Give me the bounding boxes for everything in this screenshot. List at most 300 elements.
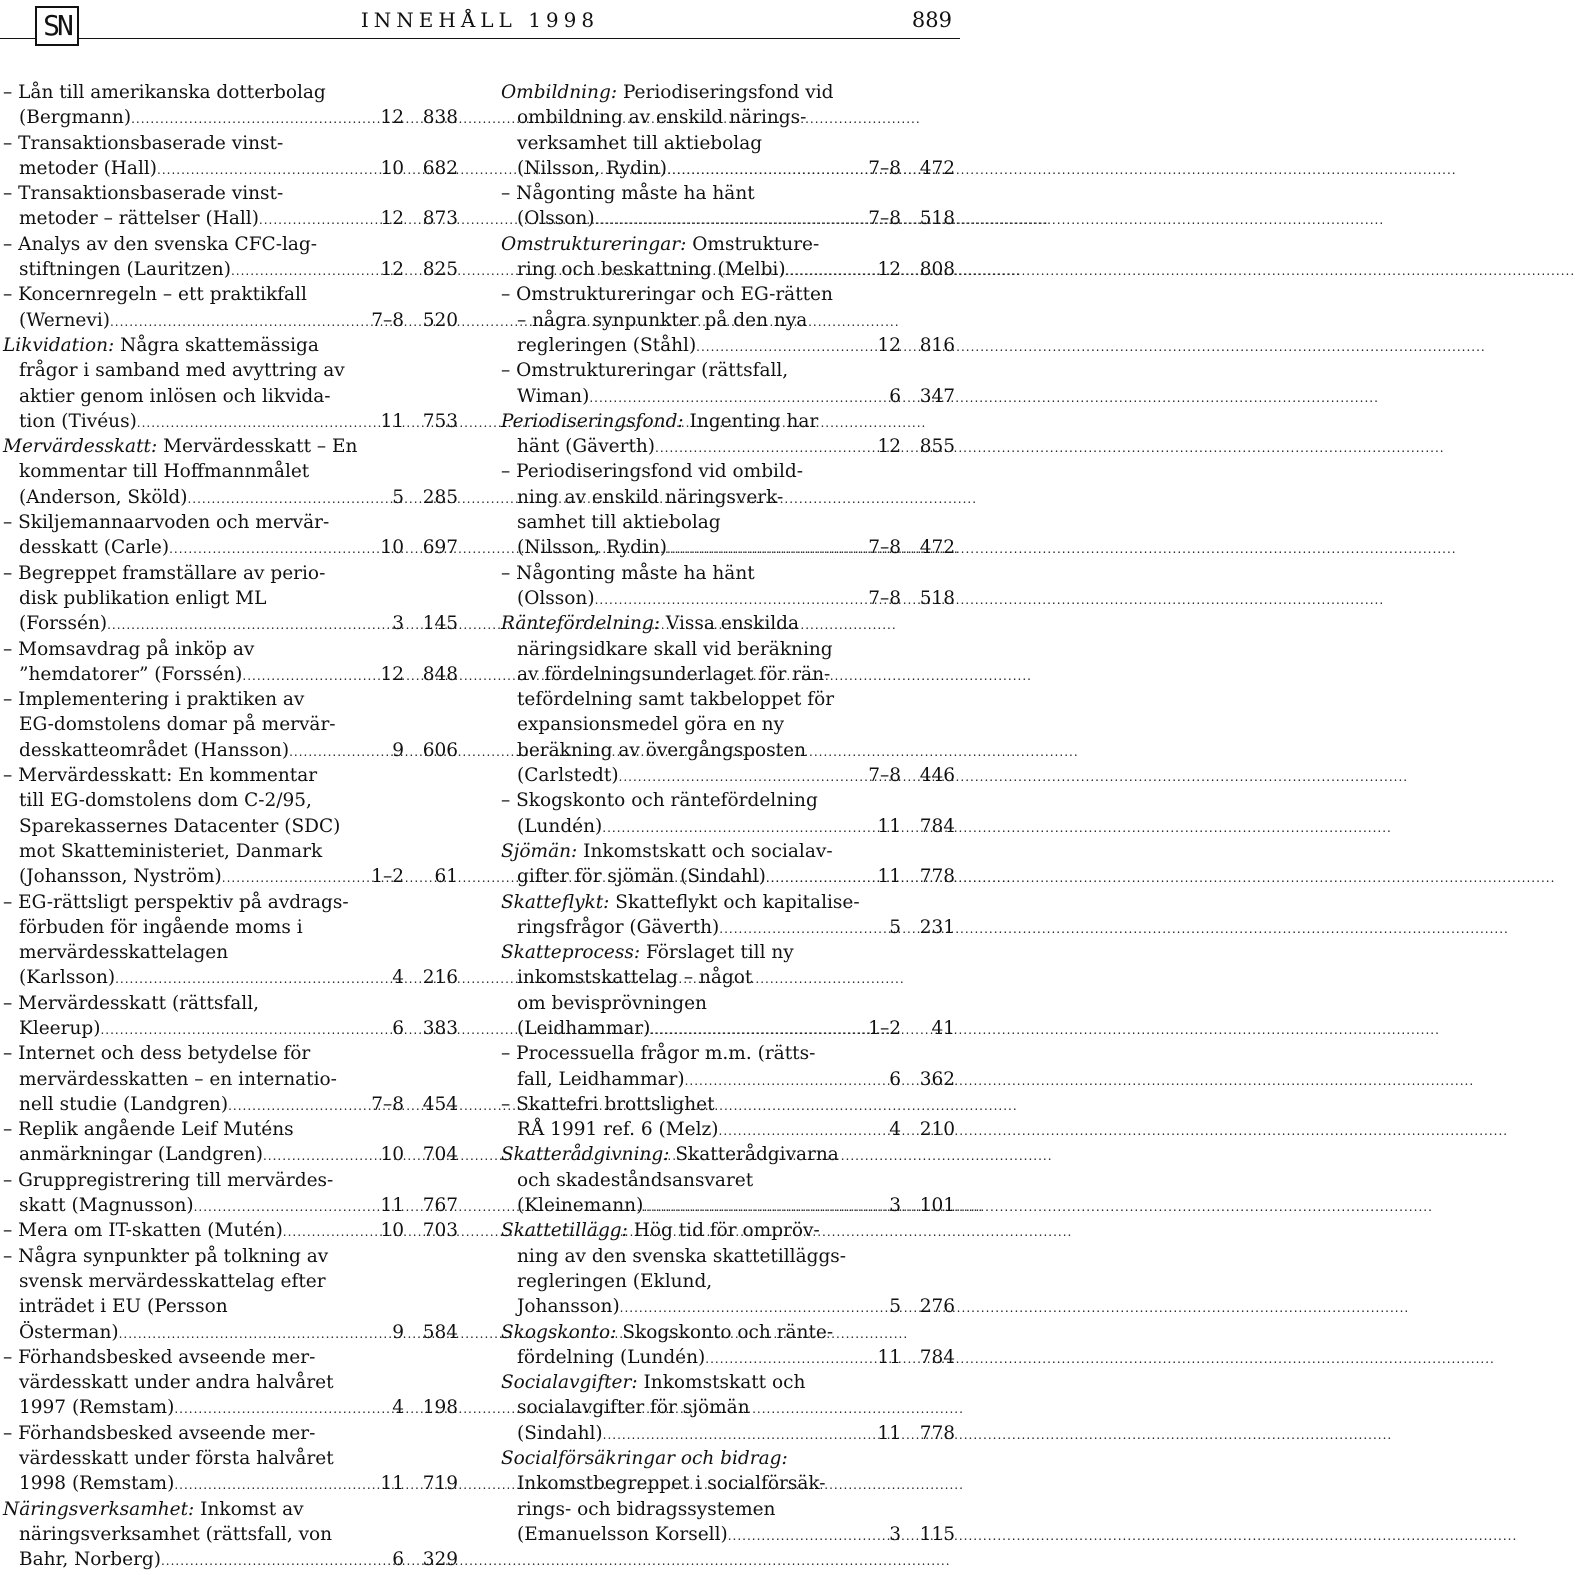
index-entry <box>3 131 458 182</box>
entry-line <box>3 358 458 383</box>
entry-text <box>19 864 222 889</box>
entry-line <box>3 131 458 156</box>
issue-number: 4 <box>392 1397 404 1419</box>
issue-number: 1–2 <box>868 1017 901 1039</box>
entry-keyword: Ombildning: <box>501 82 618 103</box>
entry-line <box>3 1395 458 1420</box>
entry-line <box>501 282 955 307</box>
entry-line <box>3 485 458 510</box>
entry-text-segment: om bevisprövningen <box>517 992 707 1014</box>
index-entry <box>3 1117 458 1168</box>
entry-line <box>501 738 955 763</box>
entry-line <box>501 358 955 383</box>
index-entry <box>3 763 458 889</box>
entry-keyword: Skogskonto: <box>501 1321 617 1343</box>
entry-line <box>501 839 955 864</box>
entry-keyword: Skatteprocess: <box>501 942 641 964</box>
entry-text-segment: – Analys av den svenska CFC-lag- <box>3 233 317 255</box>
entry-keyword: Likvidation: <box>3 334 115 356</box>
entry-text-segment: samhet till aktiebolag <box>517 512 721 534</box>
index-entry <box>3 1041 458 1117</box>
entry-line <box>501 206 955 231</box>
entry-line <box>3 1016 458 1041</box>
entry-line <box>501 1067 955 1092</box>
entry-line <box>501 257 955 282</box>
entry-line <box>3 80 458 105</box>
entry-text-segment: – Skattefri brottslighet <box>501 1093 715 1115</box>
entry-text-segment: (Anderson, Sköld) <box>19 486 188 508</box>
entry-text-segment: Mervärdesskatt – En <box>157 436 358 458</box>
entry-text <box>517 915 719 940</box>
entry-text-segment: näringsverksamhet (rättsfall, von <box>19 1523 333 1545</box>
dot-leader <box>595 208 841 233</box>
entry-line <box>501 637 955 662</box>
issue-number: 11 <box>877 866 901 888</box>
entry-text-segment: mot Skatteministeriet, Danmark <box>19 840 323 862</box>
index-entry <box>501 839 955 890</box>
entry-text <box>517 434 655 459</box>
entry-text <box>19 1142 263 1167</box>
issue-number: 12 <box>877 334 901 356</box>
page-reference: 838 <box>422 107 458 129</box>
entry-text-segment: – Replik angående Leif Muténs <box>3 1119 294 1141</box>
entry-text-segment: Inkomstbegreppet i socialförsäk- <box>517 1473 826 1495</box>
entry-text-segment: inkomstskattelag – något <box>517 967 753 989</box>
entry-line <box>501 662 955 687</box>
entry-text-segment: tefördelning samt takbeloppet för <box>517 689 835 711</box>
index-entry <box>501 1218 955 1319</box>
page-reference: 61 <box>434 866 458 888</box>
entry-text-segment: Periodiseringsfond vid <box>617 82 834 103</box>
dot-leader <box>589 386 841 411</box>
entry-line <box>3 940 458 965</box>
entry-text-segment: stiftningen (Lauritzen) <box>19 259 231 281</box>
issue-number: 5 <box>889 916 901 938</box>
page-header <box>0 0 960 48</box>
entry-keyword: Mervärdesskatt: <box>3 436 158 458</box>
entry-line <box>3 611 458 636</box>
dot-leader <box>259 208 344 233</box>
entry-line <box>3 535 458 560</box>
page-reference: 784 <box>919 1346 955 1368</box>
entry-line <box>501 1218 955 1243</box>
entry-keyword: Skattetillägg: <box>501 1220 628 1242</box>
entry-line <box>3 1041 458 1066</box>
issue-number: 12 <box>877 259 901 281</box>
index-entry <box>501 409 955 460</box>
entry-line <box>501 1092 955 1117</box>
entry-text-segment: anmärkningar (Landgren) <box>19 1144 263 1166</box>
entry-text <box>517 586 595 611</box>
page-reference: 454 <box>422 1093 458 1115</box>
page-reference: 383 <box>422 1017 458 1039</box>
entry-line <box>501 991 955 1016</box>
entry-line <box>501 1497 955 1522</box>
entry-line <box>501 510 955 535</box>
entry-line <box>3 788 458 813</box>
entry-line <box>501 915 955 940</box>
entry-line <box>501 459 955 484</box>
entry-text-segment: – Skiljemannaarvoden och mervär- <box>3 512 330 534</box>
entry-line <box>3 308 458 333</box>
entry-line <box>501 434 955 459</box>
page-reference: 285 <box>422 486 458 508</box>
page-reference: 606 <box>422 739 458 761</box>
index-entry <box>3 1168 458 1219</box>
issue-number: 12 <box>380 208 404 230</box>
entry-text-segment: (Lundén) <box>517 815 603 837</box>
entry-line <box>501 561 955 586</box>
entry-text-segment: – Processuella frågor m.m. (rätts- <box>501 1043 816 1065</box>
entry-text-segment: Skatterådgivarna <box>669 1144 839 1166</box>
index-entry <box>3 637 458 688</box>
entry-text-segment: till EG-domstolens dom C-2/95, <box>19 790 312 812</box>
entry-text-segment: expansionsmedel göra en ny <box>517 714 785 736</box>
entry-text <box>3 1218 283 1243</box>
dot-leader <box>187 487 344 512</box>
entry-text-segment: hänt (Gäverth) <box>517 436 656 458</box>
entry-line <box>501 535 955 560</box>
issue-number: 10 <box>380 157 404 179</box>
dot-leader <box>643 1195 841 1220</box>
index-entry <box>501 1092 955 1143</box>
issue-number: 10 <box>380 1220 404 1242</box>
entry-line <box>501 586 955 611</box>
page-reference: 816 <box>919 334 955 356</box>
entry-keyword: Periodiseringsfond: <box>501 410 684 432</box>
entry-text-segment: fall, Leidhammar) <box>517 1068 685 1090</box>
entry-text-segment: värdesskatt under första halvåret <box>19 1448 334 1470</box>
entry-line <box>501 763 955 788</box>
index-entry <box>501 1446 955 1547</box>
page-reference: 518 <box>919 208 955 230</box>
entry-line <box>501 1446 955 1471</box>
entry-line <box>3 1193 458 1218</box>
entry-text <box>19 409 137 434</box>
issue-number: 7–8 <box>868 157 901 179</box>
dot-leader <box>283 1220 344 1245</box>
index-entry <box>3 80 458 131</box>
entry-line <box>3 965 458 990</box>
entry-line <box>3 1244 458 1269</box>
index-entry <box>501 1142 955 1218</box>
entry-line <box>3 1345 458 1370</box>
entry-line <box>3 1370 458 1395</box>
entry-text-segment: EG-domstolens domar på mervär- <box>19 714 336 736</box>
entry-keyword: Sjömän: <box>501 840 578 862</box>
entry-text <box>19 611 107 636</box>
page-reference: 848 <box>422 663 458 685</box>
entry-line <box>501 687 955 712</box>
entry-line <box>501 1041 955 1066</box>
issue-number: 11 <box>877 1422 901 1444</box>
index-entry <box>3 232 458 283</box>
entry-line <box>501 156 955 181</box>
entry-line <box>501 131 955 156</box>
page-reference: 518 <box>919 587 955 609</box>
index-entry <box>3 1218 458 1243</box>
index-entry <box>501 940 955 1041</box>
entry-line <box>501 1142 955 1167</box>
entry-text <box>19 156 157 181</box>
issue-number: 7–8 <box>868 587 901 609</box>
entry-line <box>501 1471 955 1496</box>
entry-text-segment: – Internet och dess betydelse för <box>3 1043 311 1065</box>
dot-leader <box>650 1018 841 1043</box>
entry-line <box>501 940 955 965</box>
entry-text-segment: (Forssén) <box>19 613 108 635</box>
index-entry <box>3 1497 458 1573</box>
issue-number: 12 <box>380 259 404 281</box>
page-reference: 767 <box>422 1195 458 1217</box>
entry-keyword: Näringsverksamhet: <box>3 1498 195 1520</box>
dot-leader <box>603 1423 841 1448</box>
entry-text-segment: – Mervärdesskatt: En kommentar <box>3 765 318 787</box>
page-reference: 520 <box>422 309 458 331</box>
entry-line <box>3 409 458 434</box>
entry-text-segment: ombildning av enskild närings- <box>517 107 807 129</box>
entry-text-segment: gifter för sjömän (Sindahl) <box>517 866 766 888</box>
dot-leader <box>728 1524 841 1549</box>
issue-number: 7–8 <box>868 537 901 559</box>
entry-line <box>501 1421 955 1446</box>
header-rule-left <box>0 38 37 39</box>
entry-line <box>3 1269 458 1294</box>
index-entry <box>501 611 955 788</box>
entry-text-segment: svensk mervärdesskattelag efter <box>19 1270 326 1292</box>
entry-text-segment: ”hemdatorer” (Forssén) <box>19 663 243 685</box>
entry-text-segment: – Förhandsbesked avseende mer- <box>3 1346 316 1368</box>
entry-text-segment: – Momsavdrag på inköp av <box>3 638 255 660</box>
entry-line <box>501 1117 955 1142</box>
entry-text <box>19 738 289 763</box>
page-reference: 198 <box>422 1397 458 1419</box>
entry-line <box>3 1547 458 1572</box>
dot-leader <box>161 1549 344 1574</box>
index-entry <box>3 282 458 333</box>
dot-leader <box>766 866 841 891</box>
entry-keyword: Skatteflykt: <box>501 891 610 913</box>
entry-line <box>3 1497 458 1522</box>
entry-line <box>3 662 458 687</box>
issue-number: 9 <box>392 1321 404 1343</box>
entry-text-segment: Skatteflykt och kapitalise- <box>609 891 860 913</box>
dot-leader <box>131 107 344 132</box>
dot-leader <box>228 1094 344 1119</box>
dot-leader <box>719 917 841 942</box>
dot-leader <box>110 310 344 335</box>
page-reference: 873 <box>422 208 458 230</box>
entry-text <box>19 308 110 333</box>
dot-leader <box>222 866 344 891</box>
entry-text <box>19 1395 174 1420</box>
entry-line <box>3 282 458 307</box>
entry-line <box>501 1244 955 1269</box>
entry-line <box>3 257 458 282</box>
entry-text-segment: Omstrukture- <box>686 233 820 255</box>
entry-line <box>3 1117 458 1142</box>
entry-text <box>517 814 602 839</box>
dot-leader <box>602 816 841 841</box>
entry-keyword: Socialförsäkringar och bidrag: <box>501 1448 788 1470</box>
entry-text <box>517 1421 603 1446</box>
entry-text <box>517 1294 620 1319</box>
entry-text-segment: – Transaktionsbaserade vinst- <box>3 183 284 205</box>
entry-text <box>517 1345 705 1370</box>
entry-line <box>501 1320 955 1345</box>
page-reference: 210 <box>919 1119 955 1141</box>
page-reference: 101 <box>919 1195 955 1217</box>
index-entry <box>3 333 458 434</box>
dot-leader <box>705 1347 841 1372</box>
entry-text-segment: socialavgifter för sjömän <box>517 1397 750 1419</box>
entry-line <box>3 586 458 611</box>
entry-line <box>3 1168 458 1193</box>
page-reference: 41 <box>931 1017 955 1039</box>
index-entry <box>501 181 955 232</box>
entry-line <box>3 561 458 586</box>
entry-text-segment: värdesskatt under andra halvåret <box>19 1372 334 1394</box>
index-entry <box>3 510 458 561</box>
issue-number: 6 <box>392 1017 404 1039</box>
entry-text-segment: fördelning (Lundén) <box>517 1346 706 1368</box>
dot-leader <box>137 411 344 436</box>
entry-text-segment: – Skogskonto och räntefördelning <box>501 790 818 812</box>
entry-text-segment: Inkomstskatt och socialav- <box>577 840 833 862</box>
entry-line <box>3 105 458 130</box>
entry-line <box>501 1522 955 1547</box>
page-reference: 784 <box>919 815 955 837</box>
index-entry <box>501 80 955 181</box>
entry-line <box>501 181 955 206</box>
entry-line <box>501 890 955 915</box>
index-entry <box>501 1320 955 1371</box>
entry-text <box>517 1522 728 1547</box>
entry-line <box>501 409 955 434</box>
entry-text <box>19 965 115 990</box>
entry-text-segment: – Gruppregistrering till mervärdes- <box>3 1169 334 1191</box>
entry-text-segment: verksamhet till aktiebolag <box>517 132 763 154</box>
page-reference: 697 <box>422 537 458 559</box>
entry-text-segment: – Periodiseringsfond vid ombild- <box>501 461 803 483</box>
page-reference: 472 <box>919 537 955 559</box>
entry-text <box>517 206 595 231</box>
issue-number: 4 <box>889 1119 901 1141</box>
entry-line <box>501 485 955 510</box>
issue-number: 11 <box>877 1346 901 1368</box>
dot-leader <box>719 1119 841 1144</box>
entry-line <box>501 1294 955 1319</box>
entry-text <box>19 206 259 231</box>
entry-text-segment: av fördelningsunderlaget för rän- <box>517 663 831 685</box>
page-reference: 719 <box>422 1473 458 1495</box>
entry-keyword: Skatterådgivning: <box>501 1144 670 1166</box>
page-reference: 753 <box>422 410 458 432</box>
issue-number: 9 <box>392 739 404 761</box>
entry-line <box>3 864 458 889</box>
entry-text <box>517 333 696 358</box>
entry-keyword: Omstruktureringar: <box>501 233 687 255</box>
entry-line <box>3 712 458 737</box>
page-reference: 825 <box>422 259 458 281</box>
entry-text <box>19 1471 174 1496</box>
entry-text <box>517 1193 643 1218</box>
entry-text <box>19 485 187 510</box>
entry-text-segment: Wiman) <box>517 385 590 407</box>
issue-number: 12 <box>380 107 404 129</box>
dot-leader <box>786 259 841 284</box>
issue-number: 7–8 <box>371 309 404 331</box>
page-reference: 682 <box>422 157 458 179</box>
issue-number: 7–8 <box>868 208 901 230</box>
entry-text-segment: metoder (Hall) <box>19 157 158 179</box>
entry-text-segment: RÅ 1991 ref. 6 (Melz) <box>517 1119 719 1141</box>
entry-text-segment: – Omstruktureringar (rättsfall, <box>501 360 789 382</box>
dot-leader <box>263 1144 344 1169</box>
entry-text-segment: Skogskonto och ränte- <box>616 1321 834 1343</box>
entry-text-segment: 1997 (Remstam) <box>19 1397 175 1419</box>
entry-text-segment: (Wernevi) <box>19 309 110 331</box>
entry-text-segment: (Leidhammar) <box>517 1017 651 1039</box>
entry-line <box>3 915 458 940</box>
entry-text-segment: (Karlsson) <box>19 967 116 989</box>
entry-text-segment: metoder – rättelser (Hall) <box>19 208 259 230</box>
entry-text <box>19 1092 228 1117</box>
entry-text-segment: – Mera om IT-skatten (Mutén) <box>3 1220 283 1242</box>
entry-text-segment: näringsidkare skall vid beräkning <box>517 638 833 660</box>
index-entry <box>501 1041 955 1092</box>
entry-text-segment: (Nilsson, Rydin) <box>517 537 667 559</box>
index-entry <box>501 1370 955 1446</box>
entry-text-segment: disk publikation enligt ML <box>19 587 267 609</box>
page-reference: 808 <box>919 259 955 281</box>
entry-text <box>19 105 131 130</box>
entry-text-segment: – Någonting måste ha hänt <box>501 562 755 584</box>
entry-text <box>517 864 766 889</box>
page-reference: 584 <box>422 1321 458 1343</box>
entry-keyword: Socialavgifter: <box>501 1372 638 1394</box>
entry-line <box>3 637 458 662</box>
entry-line <box>501 308 955 333</box>
entry-text-segment: rings- och bidragssystemen <box>517 1498 776 1520</box>
entry-text-segment: förbuden för ingående moms i <box>19 916 303 938</box>
entry-line <box>501 105 955 130</box>
index-entry <box>501 232 955 283</box>
entry-text <box>19 1193 194 1218</box>
index-entry <box>3 890 458 991</box>
index-column-right <box>501 80 955 1547</box>
entry-line <box>3 763 458 788</box>
entry-text-segment: Förslaget till ny <box>640 942 794 964</box>
entry-line <box>3 1522 458 1547</box>
entry-text <box>19 535 169 560</box>
entry-line <box>501 864 955 889</box>
entry-text-segment: – Omstruktureringar och EG-rätten <box>501 284 833 306</box>
entry-text-segment: (Carlstedt) <box>517 765 619 787</box>
entry-text <box>19 257 231 282</box>
entry-line <box>3 510 458 535</box>
dot-leader <box>242 664 344 689</box>
dot-leader <box>619 765 841 790</box>
index-entry <box>501 561 955 612</box>
issue-number: 5 <box>889 1296 901 1318</box>
issue-number: 3 <box>392 613 404 635</box>
dot-leader <box>289 740 344 765</box>
entry-text-segment: – Någonting måste ha hänt <box>501 183 755 205</box>
issue-number: 7–8 <box>868 765 901 787</box>
index-entry <box>501 459 955 560</box>
entry-text-segment: ning av den svenska skattetilläggs- <box>517 1245 847 1267</box>
